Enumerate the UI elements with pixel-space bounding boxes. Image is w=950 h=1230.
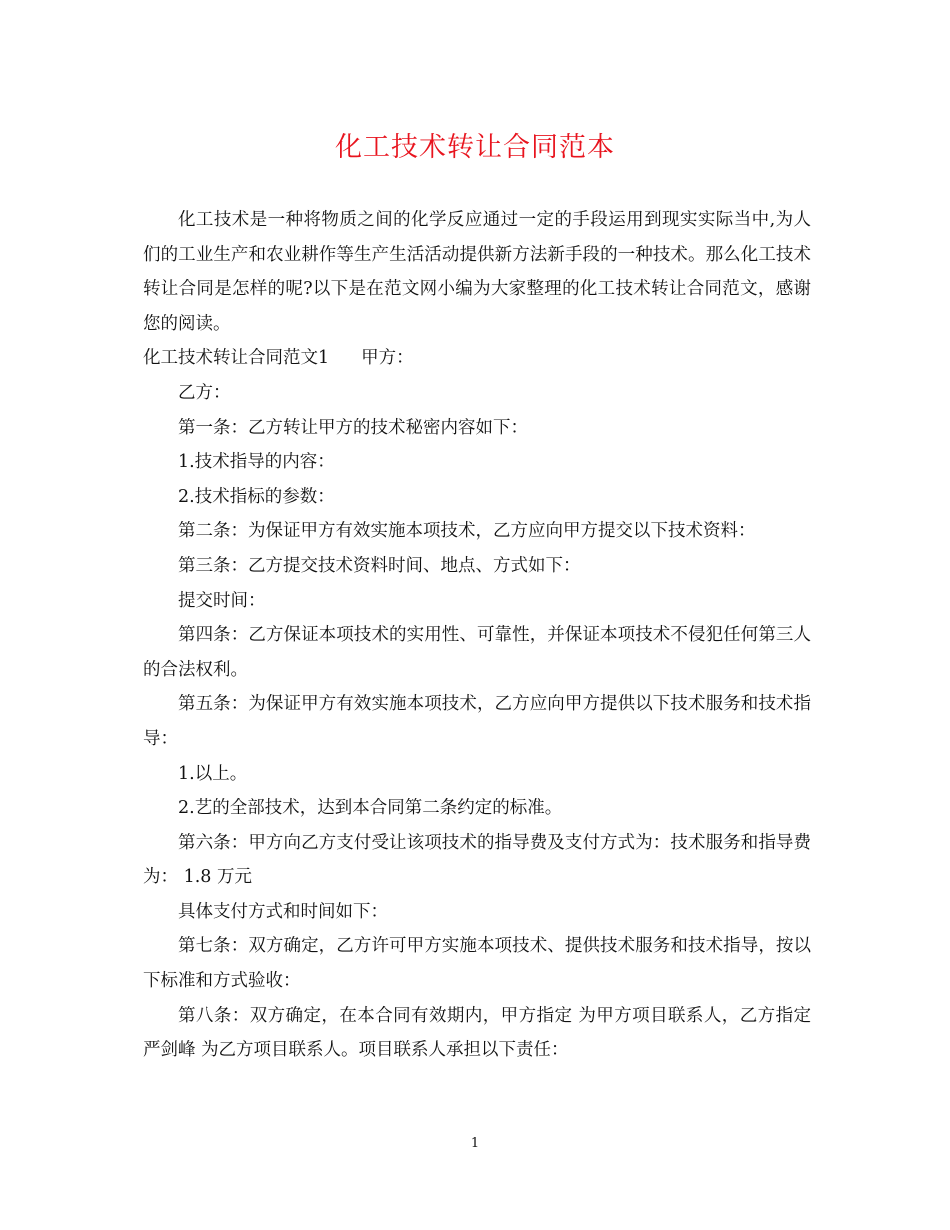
intro-paragraph: 化工技术是一种将物质之间的化学反应通过一定的手段运用到现实实际当中,为人们的工业生产和农业耕作等生产生活活动提供新方法新手段的一种技术。那么化工技术转让合同是怎样的呢?以下是在范文网小编为大家整理的化工技术转让合同范文，感谢您的阅读。	[143, 210, 811, 334]
document-title: 化工技术转让合同范本	[335, 132, 615, 163]
clause-paragraph: 第六条：甲方向乙方支付受让该项技术的指导费及支付方式为：技术服务和指导费为： 1.8 万元	[143, 832, 811, 888]
page-number: 1	[470, 1136, 480, 1151]
clause-paragraph: 第八条：双方确定，在本合同有效期内，甲方指定 为甲方项目联系人，乙方指定 严剑峰 为乙方项目联系人。项目联系人承担以下责任：	[143, 1005, 811, 1061]
clause-paragraph: 1.技术指导的内容：	[178, 452, 335, 473]
clause-paragraph: 第三条：乙方提交技术资料时间、地点、方式如下：	[178, 555, 581, 576]
clause-paragraph: 第一条：乙方转让甲方的技术秘密内容如下：	[178, 417, 528, 438]
document-body	[143, 203, 811, 1068]
party-b-label: 乙方：	[178, 382, 231, 403]
clause-paragraph: 第五条：为保证甲方有效实施本项技术，乙方应向甲方提供以下技术服务和技术指导：	[143, 694, 811, 749]
clause-paragraph: 第二条：为保证甲方有效实施本项技术，乙方应向甲方提交以下技术资料：	[178, 521, 756, 542]
party-a-label: 甲方：	[361, 348, 414, 369]
clause-paragraph: 第四条：乙方保证本项技术的实用性、可靠性，并保证本项技术不侵犯任何第三人的合法权利。	[143, 625, 811, 680]
clause-paragraph: 2.艺的全部技术，达到本合同第二条约定的标准。	[178, 798, 563, 819]
clause-paragraph: 第七条：双方确定，乙方许可甲方实施本项技术、提供技术服务和技术指导，按以下标准和方式验收：	[143, 936, 811, 992]
clause-paragraph: 具体支付方式和时间如下：	[178, 901, 388, 922]
clause-paragraph: 2.技术指标的参数：	[178, 486, 335, 507]
sample-heading: 化工技术转让合同范文1	[143, 348, 330, 369]
clause-paragraph: 提交时间：	[178, 590, 266, 611]
sample-heading-line	[143, 341, 811, 376]
clause-paragraph: 1.以上。	[178, 763, 248, 784]
